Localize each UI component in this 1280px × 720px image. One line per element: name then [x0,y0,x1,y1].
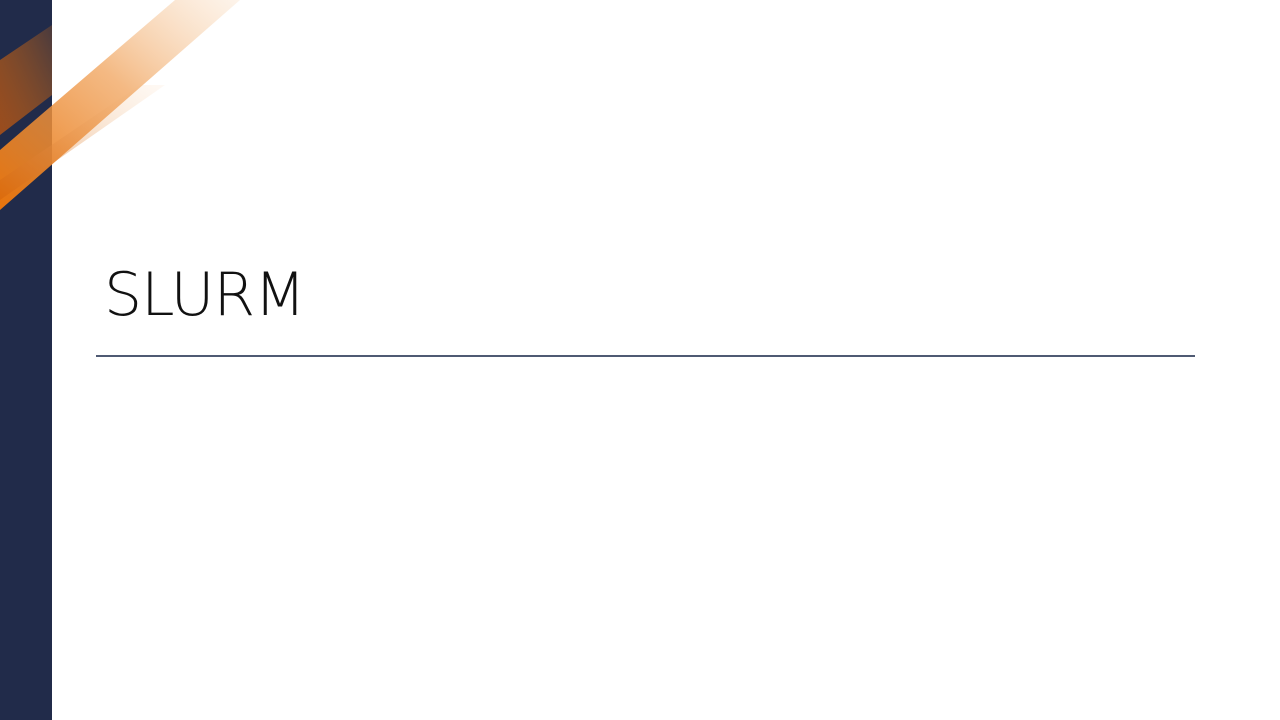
slide-title: SLURM [104,260,305,330]
title-divider [96,355,1195,357]
corner-accent-graphic [0,0,260,230]
